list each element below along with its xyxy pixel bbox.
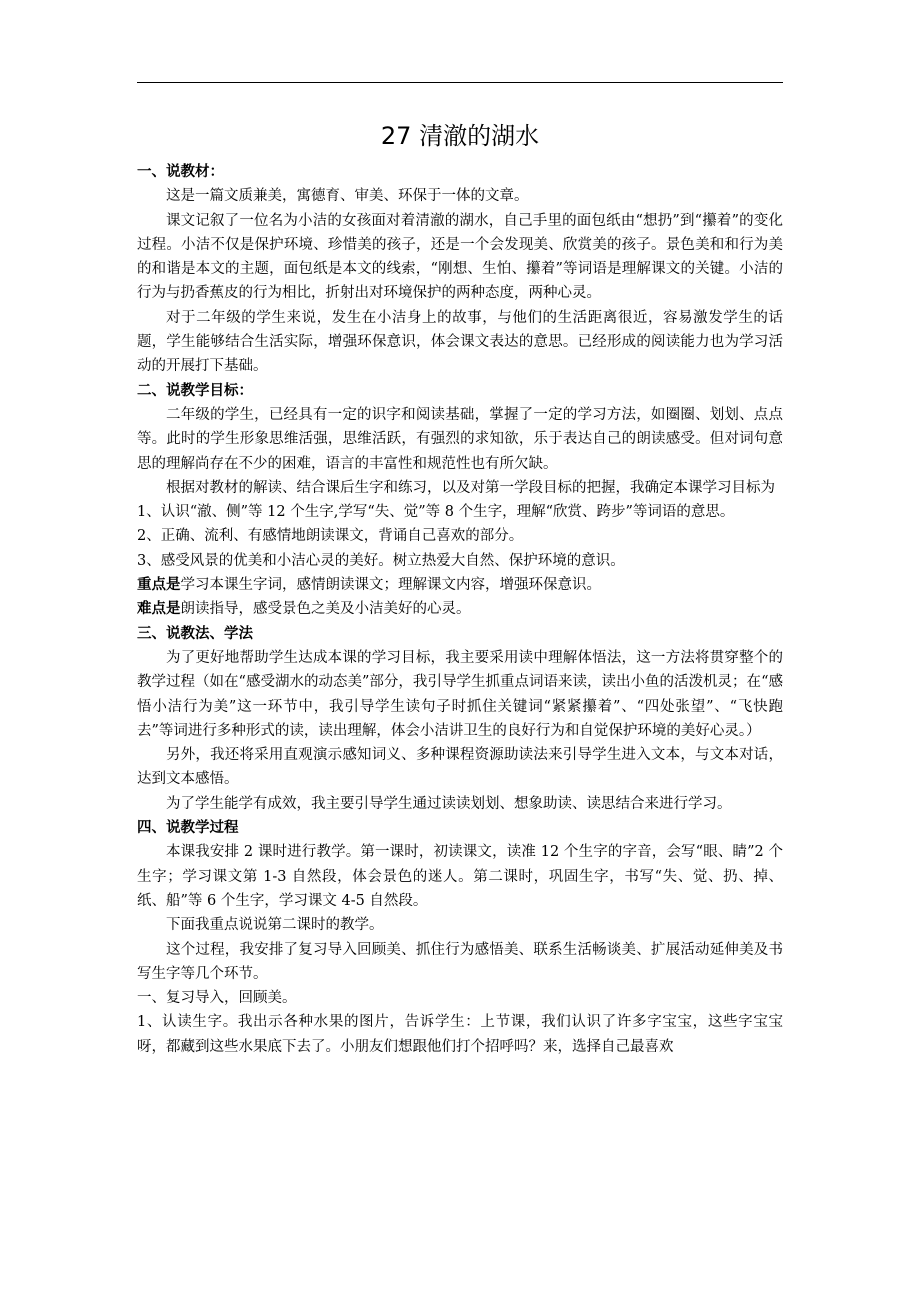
paragraph: 这是一篇文质兼美，寓德育、审美、环保于一体的文章。 — [166, 188, 529, 205]
paragraph: 下面我重点说说第二课时的教学。 — [166, 917, 384, 934]
paragraph: 这个过程，我安排了复习导入回顾美、抓住行为感悟美、联系生活畅谈美、扩展活动延伸美及书写生字等几个环节。 — [137, 941, 783, 982]
header-rule — [137, 82, 783, 83]
key-point-text: 学习本课生字词，感情朗读课文；理解课文内容，增强环保意识。 — [180, 577, 601, 594]
key-point-label: 重点是 — [137, 576, 181, 594]
paragraph: 课文记叙了一位名为小洁的女孩面对着清澈的湖水，自己手里的面包纸由“想扔”到“攥着”的变化过程。小洁不仅是保护环境、珍惜美的孩子，还是一个会发现美、欣赏美的孩子。景色美和和行为美的和谐是本文的主题，面包纸是本文的线索，“刚想、生怕、攥着”等词语是理解课文的关键。小洁的行为与扔香蕉皮的行为相比，折射出对环境保护的两种态度，两种心灵。 — [137, 212, 783, 302]
difficult-point — [137, 597, 783, 621]
key-point — [137, 573, 783, 597]
page-title: 27 清澈的湖水 — [380, 122, 540, 150]
paragraph: 为了学生能学有成效，我主要引导学生通过读读划划、想象助读、读思结合来进行学习。 — [166, 795, 732, 812]
process-step: 1、认读生字。我出示各种水果的图片，告诉学生：上节课，我们认识了许多字宝宝，这些字宝宝呀，都藏到这些水果底下去了。小朋友们想跟他们打个招呼吗？来，选择自己最喜欢 — [137, 1014, 783, 1055]
paragraph: 对于二年级的学生来说，发生在小洁身上的故事，与他们的生活距离很近，容易激发学生的话题，学生能够结合生活实际，增强环保意识，体会课文表达的意思。已经形成的阅读能力也为学习活动的开展打下基础。 — [137, 309, 783, 375]
paragraph: 本课我安排 2 课时进行教学。第一课时，初读课文，读准 12 个生字的字音，会写“眼、睛”2 个生字；学习课文第 1-3 自然段，体会景色的迷人。第二课时，巩固生字，书写“失、觉、扔、掉、纸、船”等 6 个生字，学习课文 4-5 自然段。 — [137, 844, 783, 909]
paragraph: 另外，我还将采用直观演示感知词义、多种课程资源助读法来引导学生进入文本，与文本对话，达到文本感悟。 — [137, 747, 783, 788]
process-step: 一、复习导入，回顾美。 — [137, 990, 297, 1007]
paragraph: 根据对教材的解读、结合课后生字和练习，以及对第一学段目标的把握，我确定本课学习目标为 — [166, 479, 775, 496]
section-heading-process: 四、说教学过程 — [137, 819, 239, 837]
difficult-point-label: 难点是 — [137, 600, 181, 618]
paragraph: 二年级的学生，已经具有一定的识字和阅读基础，掌握了一定的学习方法，如圈圈、划划、点点等。此时的学生形象思维活强，思维活跃，有强烈的求知欲，乐于表达自己的朗读感受。但对词句意思的理解尚存在不少的困难，语言的丰富性和规范性也有所欠缺。 — [137, 406, 783, 472]
document-page — [137, 118, 783, 1059]
section-heading-methods: 三、说教法、学法 — [137, 624, 253, 642]
difficult-point-text: 朗读指导，感受景色之美及小洁美好的心灵。 — [180, 601, 471, 618]
goal-item: 2、正确、流利、有感情地朗读课文，背诵自己喜欢的部分。 — [137, 528, 524, 545]
paragraph: 为了更好地帮助学生达成本课的学习目标，我主要采用读中理解体悟法，这一方法将贯穿整个的教学过程（如在“感受湖水的动态美”部分，我引导学生抓重点词语来读，读出小鱼的活泼机灵；在“感悟小洁行为美”这一环节中，我引导学生读句子时抓住关键词“紧紧攥着”、“四处张望”、“飞快跑去”等词进行多种形式的读，读出理解，体会小洁讲卫生的良好行为和自觉保护环境的美好心灵。） — [137, 649, 783, 739]
goal-item: 3、感受风景的优美和小洁心灵的美好。树立热爱大自然、保护环境的意识。 — [137, 552, 625, 569]
section-heading-teaching-goals: 二、说教学目标： — [137, 381, 253, 399]
section-heading-teaching-material: 一、说教材： — [137, 163, 224, 180]
goal-item: 1、认识“澈、侧”等 12 个生字,学写“失、觉”等 8 个生字，理解“欣赏、跨步”等词语的意思。 — [137, 504, 735, 521]
